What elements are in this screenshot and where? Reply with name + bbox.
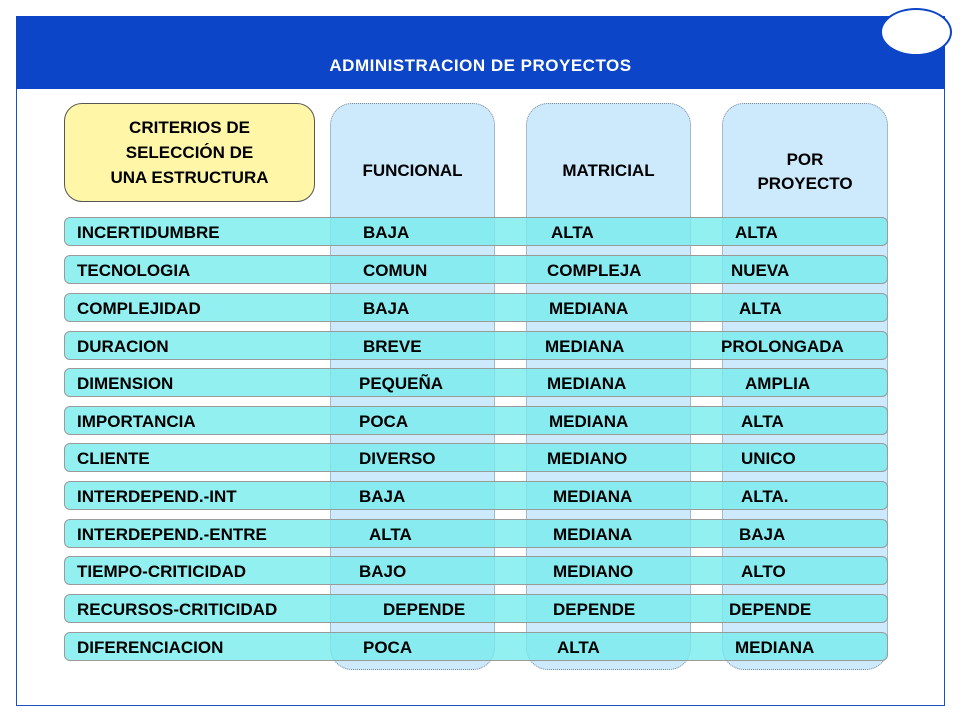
funcional-value: BAJO bbox=[359, 562, 407, 581]
proyecto-value: BAJA bbox=[739, 525, 786, 544]
funcional-value: PEQUEÑA bbox=[359, 374, 444, 393]
table-row bbox=[64, 217, 888, 246]
column-header-proyecto: POR PROYECTO bbox=[757, 150, 853, 193]
criterion-label: INTERDEPEND.-ENTRE bbox=[77, 525, 267, 544]
matricial-value: MEDIANO bbox=[553, 562, 634, 581]
proyecto-value: ALTA. bbox=[741, 487, 789, 506]
funcional-value: COMUN bbox=[363, 261, 428, 280]
proyecto-value: MEDIANA bbox=[735, 638, 815, 657]
matricial-value: ALTA bbox=[557, 638, 600, 657]
table-row bbox=[64, 556, 888, 585]
funcional-value: BAJA bbox=[363, 299, 410, 318]
matricial-value: MEDIANA bbox=[547, 374, 627, 393]
table-row bbox=[64, 632, 888, 661]
table-row bbox=[64, 481, 888, 510]
proyecto-value: ALTA bbox=[735, 223, 778, 242]
criteria-box: CRITERIOS DE SELECCIÓN DE UNA ESTRUCTURA bbox=[64, 103, 315, 202]
funcional-value: POCA bbox=[363, 638, 413, 657]
funcional-value: ALTA bbox=[369, 525, 412, 544]
matricial-value: MEDIANA bbox=[553, 525, 633, 544]
proyecto-value: DEPENDE bbox=[729, 600, 812, 619]
criterion-label: DIFERENCIACION bbox=[77, 638, 224, 657]
funcional-value: DEPENDE bbox=[383, 600, 466, 619]
criterion-label: RECURSOS-CRITICIDAD bbox=[77, 600, 278, 619]
criterion-label: INTERDEPEND.-INT bbox=[77, 487, 237, 506]
proyecto-value: ALTO bbox=[741, 562, 786, 581]
title-banner bbox=[16, 16, 945, 89]
matricial-value: MEDIANA bbox=[549, 412, 629, 431]
page-title: ADMINISTRACION DE PROYECTOS bbox=[329, 56, 632, 75]
matricial-value: MEDIANA bbox=[549, 299, 629, 318]
matricial-value: MEDIANA bbox=[553, 487, 633, 506]
table-row bbox=[64, 594, 888, 623]
criterion-label: TIEMPO-CRITICIDAD bbox=[77, 562, 247, 581]
proyecto-value: PROLONGADA bbox=[721, 337, 844, 356]
funcional-value: DIVERSO bbox=[359, 449, 436, 468]
table-row bbox=[64, 443, 888, 472]
criterion-label: INCERTIDUMBRE bbox=[77, 223, 220, 242]
column-header-matricial: MATRICIAL bbox=[562, 161, 655, 180]
column-header-funcional: FUNCIONAL bbox=[362, 161, 463, 180]
table-row bbox=[64, 406, 888, 435]
criterion-label: TECNOLOGIA bbox=[77, 261, 191, 280]
criterion-label: COMPLEJIDAD bbox=[77, 299, 201, 318]
criterion-label: DURACION bbox=[77, 337, 169, 356]
proyecto-value: AMPLIA bbox=[745, 374, 811, 393]
criterion-label: DIMENSION bbox=[77, 374, 174, 393]
matricial-value: MEDIANO bbox=[547, 449, 628, 468]
criterion-label: IMPORTANCIA bbox=[77, 412, 196, 431]
funcional-value: BREVE bbox=[363, 337, 422, 356]
table-row bbox=[64, 293, 888, 322]
proyecto-value: UNICO bbox=[741, 449, 796, 468]
matricial-value: ALTA bbox=[551, 223, 594, 242]
proyecto-value: NUEVA bbox=[731, 261, 790, 280]
decorative-oval bbox=[880, 8, 952, 56]
table-row bbox=[64, 255, 888, 284]
proyecto-value: ALTA bbox=[741, 412, 784, 431]
table-row bbox=[64, 368, 888, 397]
matricial-value: DEPENDE bbox=[553, 600, 636, 619]
funcional-value: BAJA bbox=[363, 223, 410, 242]
table-row bbox=[64, 331, 888, 360]
funcional-value: POCA bbox=[359, 412, 409, 431]
proyecto-value: ALTA bbox=[739, 299, 782, 318]
matricial-value: MEDIANA bbox=[545, 337, 625, 356]
criterion-label: CLIENTE bbox=[77, 449, 150, 468]
funcional-value: BAJA bbox=[359, 487, 406, 506]
matricial-value: COMPLEJA bbox=[547, 261, 642, 280]
table-row bbox=[64, 519, 888, 548]
